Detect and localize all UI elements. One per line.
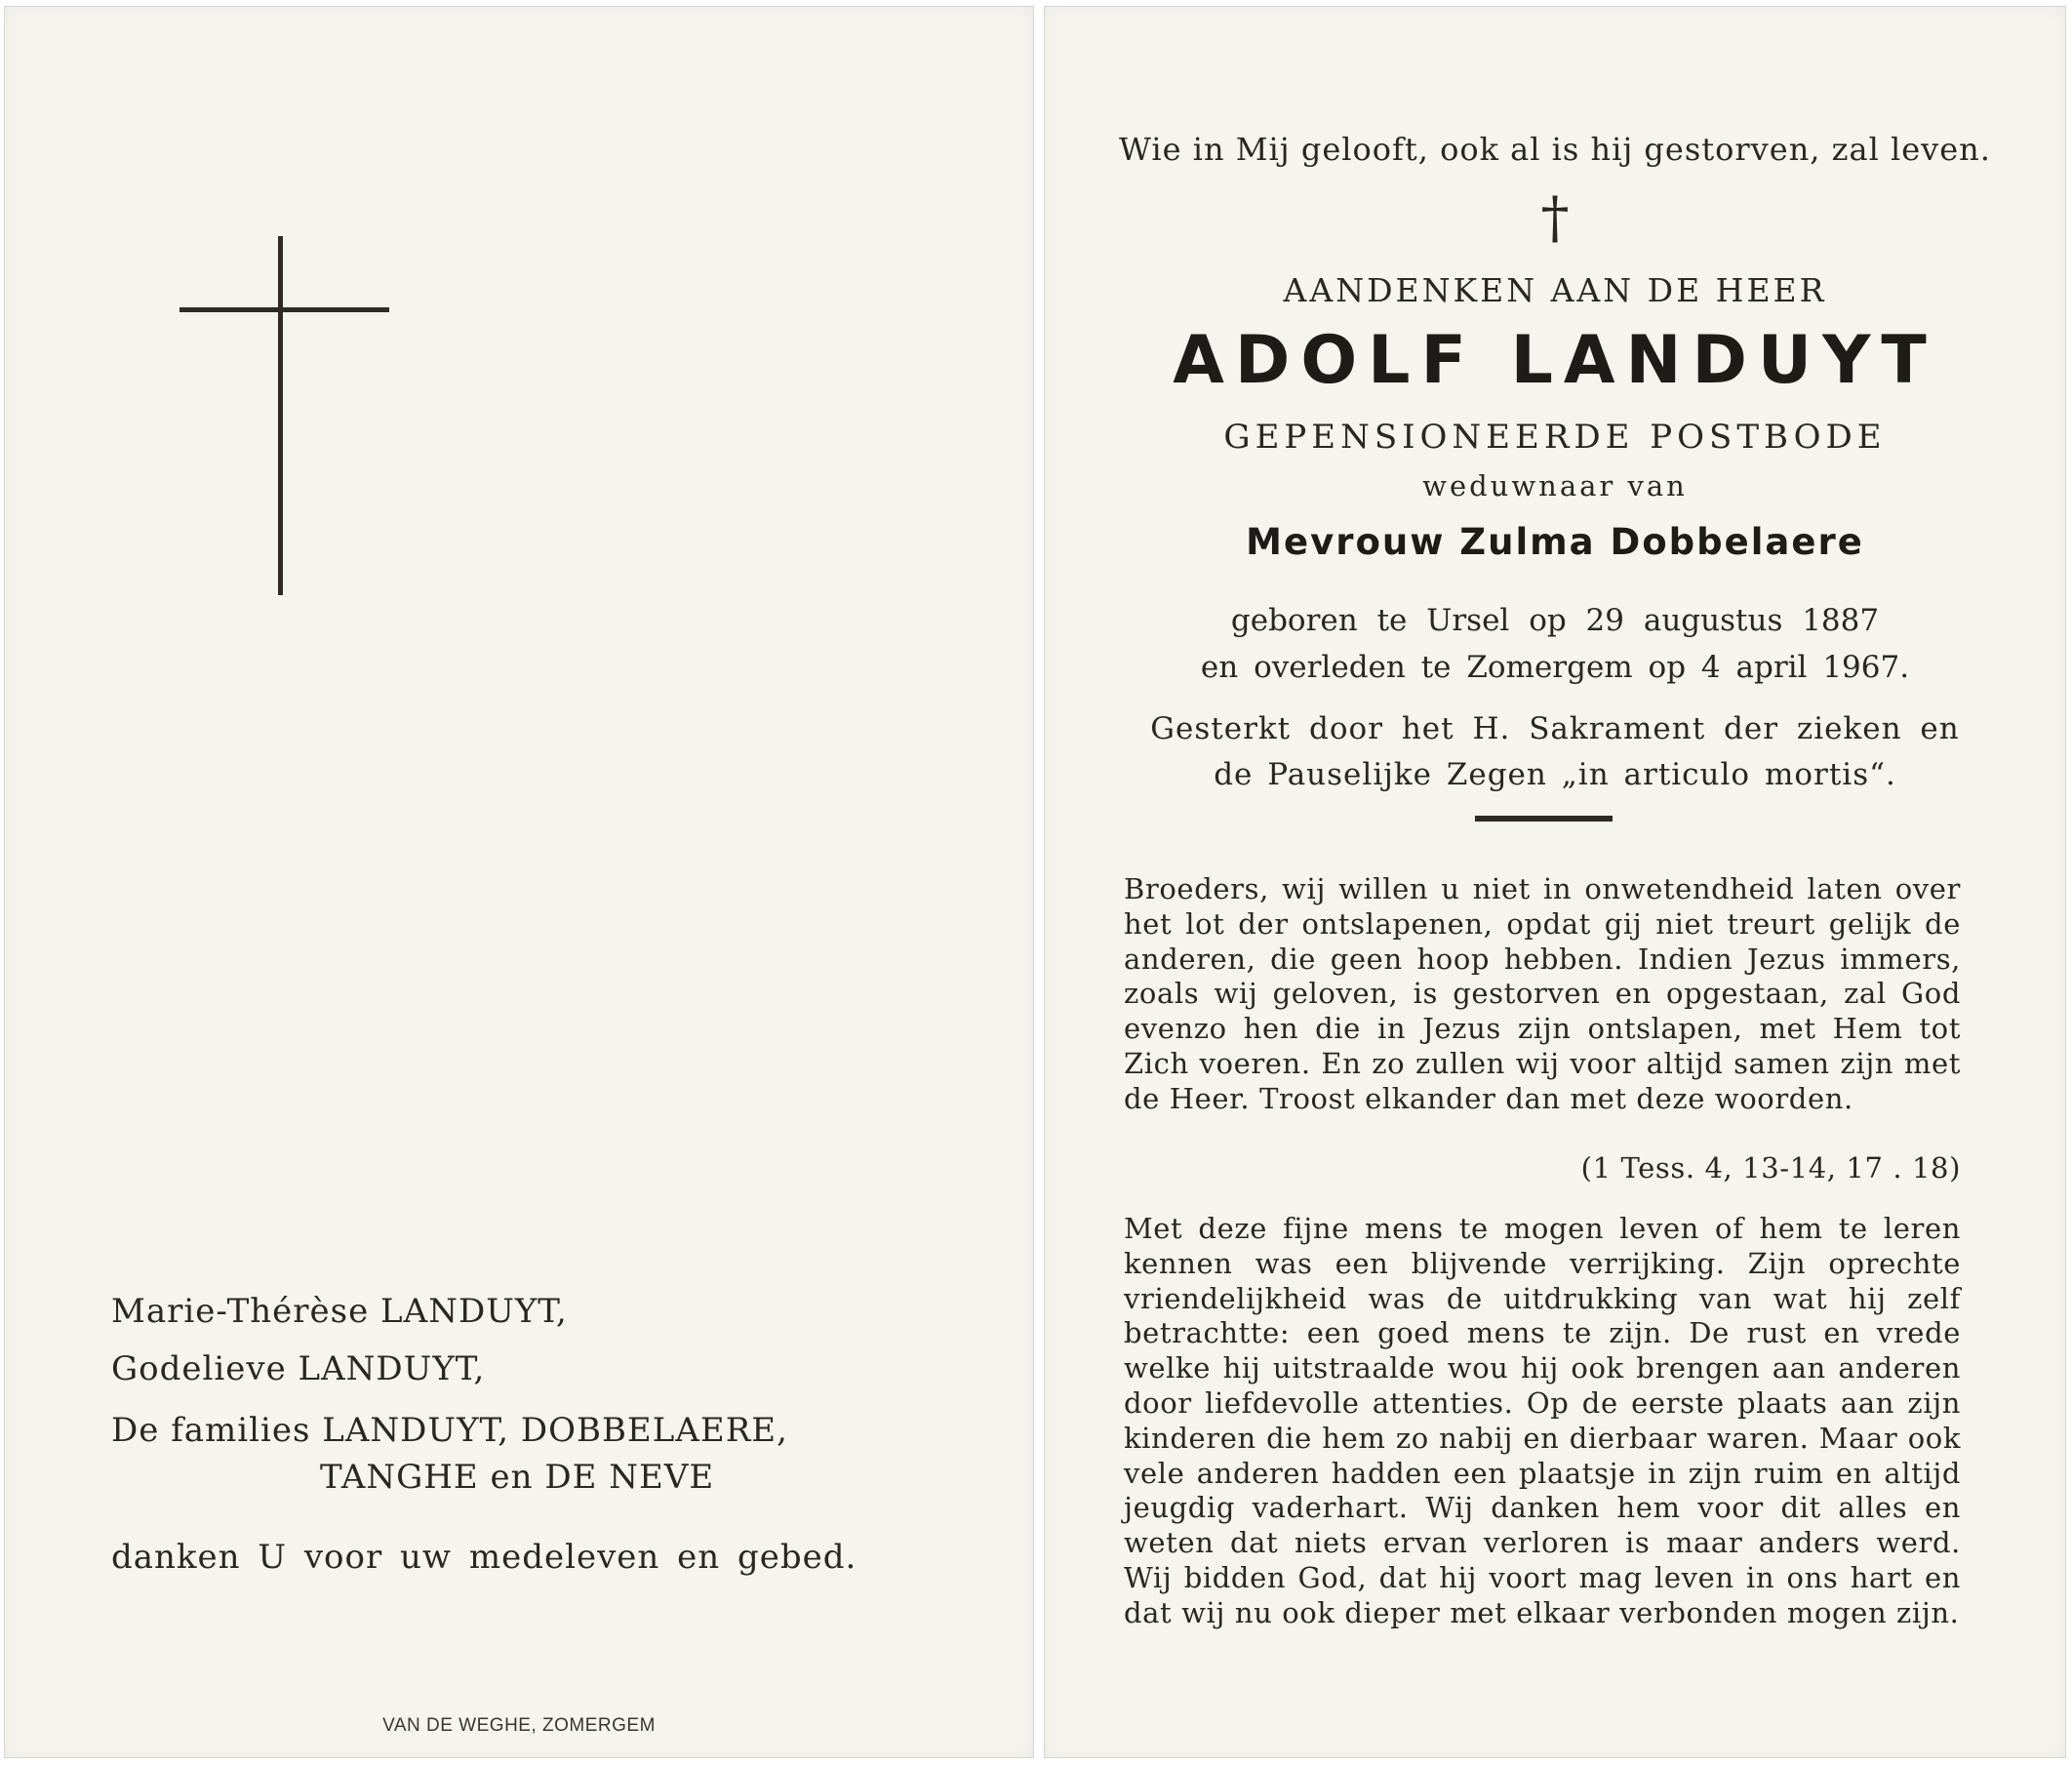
dagger-icon: † — [1540, 184, 1570, 251]
left-panel — [4, 6, 1034, 1758]
sacrament-line-1: Gesterkt door het H. Sakrament der zieken en — [1150, 711, 1960, 746]
scripture-reference: (1 Tess. 4, 13-14, 17 . 18) — [1580, 1151, 1961, 1184]
bible-verse: Wie in Mij gelooft, ook al is hij gestorven, zal leven. — [1119, 131, 1991, 168]
right-panel — [1044, 6, 2066, 1758]
tribute-paragraph: Met deze fijne mens te mogen leven of hem te leren kennen was een blijvende verrijking. Zijn oprechte vriendelijkheid was de uitdrukking van wat hij zelf betrachtte: een goed mens te zijn. De rust en vrede welke hij uitstraalde wou hij ook brengen aan anderen door liefdevolle attenties. Op de eerste plaats aan zijn kinderen die hem zo nabij en dierbaar waren. Maar ook vele anderen hadden een plaatsje in zijn ruim en altijd jeugdig vaderhart. Wij danken hem voor dit alles en weten dat niets ervan verloren is maar anders werd. Wij bidden God, dat hij voort mag leven in ons hart en dat wij nu ook dieper met elkaar verbonden mogen zijn. — [1124, 1212, 1961, 1629]
deceased-name: ADOLF LANDUYT — [1173, 322, 1937, 399]
widower-of: weduwnaar van — [1422, 469, 1688, 502]
spouse-name: Mevrouw Zulma Dobbelaere — [1246, 521, 1864, 563]
survivor-line-3: De families LANDUYT, DOBBELAERE, — [111, 1411, 788, 1450]
survivor-line-1: Marie-Thérèse LANDUYT, — [111, 1292, 568, 1331]
survivor-line-2: Godelieve LANDUYT, — [111, 1349, 486, 1388]
memory-heading: AANDENKEN AAN DE HEER — [1283, 271, 1827, 309]
profession: GEPENSIONEERDE POSTBODE — [1223, 418, 1887, 457]
printer-credit: VAN DE WEGHE, ZOMERGEM — [382, 1715, 656, 1736]
thanks-line: danken U voor uw medeleven en gebed. — [111, 1538, 857, 1577]
divider — [1475, 816, 1613, 822]
sacrament-line-2: de Pauselijke Zegen „in articulo mortis“. — [1214, 757, 1896, 792]
survivor-line-4: TANGHE en DE NEVE — [320, 1458, 715, 1497]
scripture-passage: Broeders, wij willen u niet in onwetendheid laten over het lot der ontslapenen, opdat gij niet treurt gelijk de anderen, die geen hoop hebben. Indien Jezus immers, zoals wij geloven, is gestorven en opgestaan, zal God evenzo hen die in Jezus zijn ontslapen, met Hem tot Zich voeren. En zo zullen wij voor altijd samen zijn met de Heer. Troost elkander dan met deze woorden. — [1124, 872, 1961, 1115]
birth-line: geboren te Ursel op 29 augustus 1887 — [1230, 603, 1880, 638]
death-line: en overleden te Zomergem op 4 april 1967. — [1200, 650, 1910, 685]
